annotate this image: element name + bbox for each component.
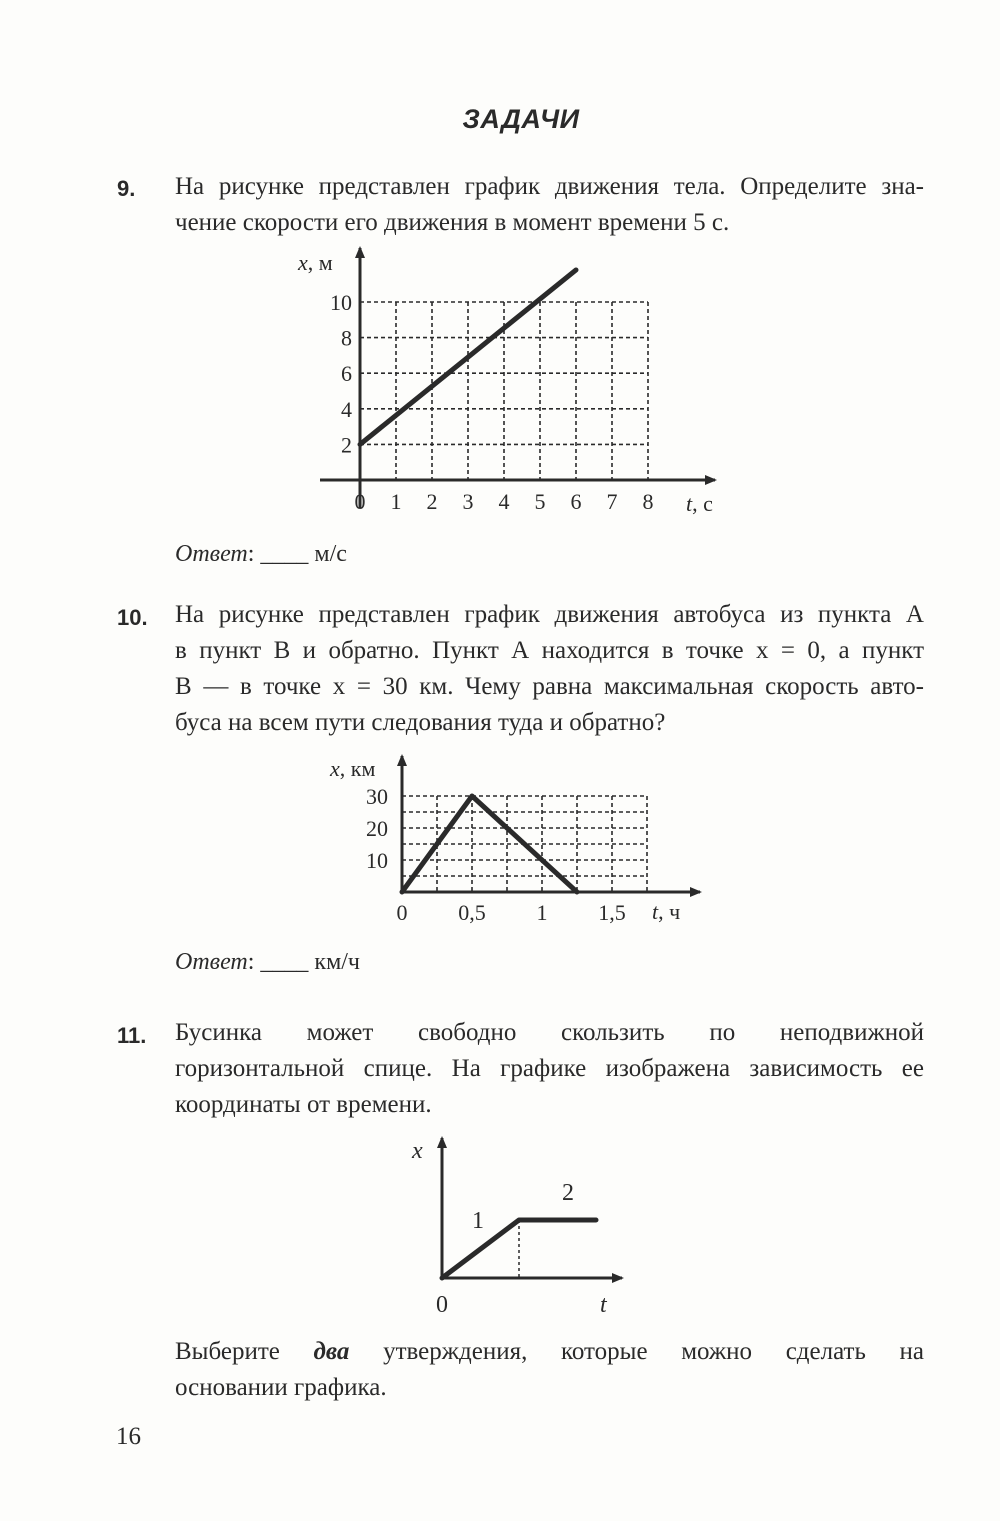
problem-10-answer: [175, 949, 360, 976]
problem-11-followup-line: Выберите два утверждения, которые можно сделать на: [175, 1338, 924, 1365]
x-axis-label: t, с: [686, 491, 713, 516]
problem-10-text: [175, 597, 924, 741]
chart-problem-9: [290, 240, 730, 530]
problem-10-line: В — в точке x = 30 км. Чему равна максимальная скорость авто-: [175, 673, 924, 700]
problem-11-line: Бусинка может свободно скользить по неподвижной: [175, 1019, 924, 1046]
x-tick-label: 3: [462, 489, 474, 514]
page-number: 16: [116, 1423, 141, 1450]
y-tick-labels: [366, 784, 388, 873]
problem-9-number: 9.: [117, 176, 136, 201]
x-tick-label: 8: [642, 489, 654, 514]
problem-11-followup: [175, 1334, 924, 1406]
y-axis-label: x: [412, 1138, 423, 1164]
x-tick-label: 4: [498, 489, 510, 514]
y-tick-label: 8: [341, 325, 352, 351]
problem-11-line: горизонтальной спице. На графике изображена зависимость ее: [175, 1055, 924, 1082]
problem-10-number: 10.: [117, 605, 148, 630]
y-axis-label: x, км: [330, 756, 376, 781]
y-tick-label: 30: [366, 784, 388, 809]
x-tick-label: 0,5: [458, 900, 486, 925]
problem-9-line: чение скорости его движения в момент времени 5 с.: [175, 209, 730, 236]
problem-9-answer: [175, 541, 347, 568]
answer-blank: : ____ км/ч: [247, 949, 361, 975]
x-tick-label: 0: [354, 489, 366, 514]
emphasis-two: два: [313, 1338, 350, 1365]
problem-11-text: [175, 1015, 924, 1123]
chart-problem-10: [325, 750, 705, 930]
x-tick-label: 6: [570, 489, 582, 514]
segment-label-1: 1: [472, 1208, 484, 1234]
problem-11-followup-line: основании графика.: [175, 1374, 387, 1401]
chart-problem-11: [380, 1130, 640, 1320]
y-tick-labels: [330, 290, 352, 457]
y-tick-label: 6: [341, 361, 352, 387]
problem-9-line: На рисунке представлен график движения тела. Определите зна-: [175, 173, 924, 200]
x-tick-label: 1: [390, 489, 402, 514]
x-tick-label: 0: [396, 900, 408, 925]
x-axis-label: t: [600, 1292, 607, 1318]
problem-11-number: 11.: [117, 1023, 147, 1048]
problem-9-text: [175, 169, 924, 241]
x-tick-labels: [397, 900, 626, 925]
answer-blank: : ____ м/с: [247, 541, 347, 567]
y-tick-label: 10: [330, 290, 352, 315]
x-tick-label: 2: [426, 489, 438, 514]
section-heading: ЗАДАЧИ: [462, 104, 580, 134]
problem-10-line: в пункт В и обратно. Пункт А находится в точке x = 0, а пункт: [175, 637, 924, 664]
problem-11-line: координаты от времени.: [175, 1091, 432, 1118]
x-tick-label: 7: [606, 489, 618, 514]
y-tick-label: 20: [366, 816, 388, 841]
y-axis-label: x, м: [298, 250, 333, 275]
problem-10-line: На рисунке представлен график движения автобуса из пункта А: [175, 601, 924, 628]
x-tick-label: 1: [536, 900, 548, 925]
answer-label: Ответ: [175, 541, 248, 567]
x-tick-label: 5: [534, 489, 546, 514]
y-tick-label: 4: [341, 396, 352, 422]
x-tick-labels: [355, 489, 654, 514]
origin-label: 0: [436, 1292, 448, 1318]
segment-label-2: 2: [562, 1180, 574, 1206]
x-tick-label: 1,5: [598, 900, 626, 925]
y-tick-label: 10: [366, 848, 388, 873]
problem-10-line: буса на всем пути следования туда и обратно?: [175, 709, 666, 736]
x-axis-label: t, ч: [652, 899, 681, 924]
series-line: [360, 270, 576, 444]
answer-label: Ответ: [175, 949, 248, 975]
y-tick-label: 2: [341, 432, 352, 458]
